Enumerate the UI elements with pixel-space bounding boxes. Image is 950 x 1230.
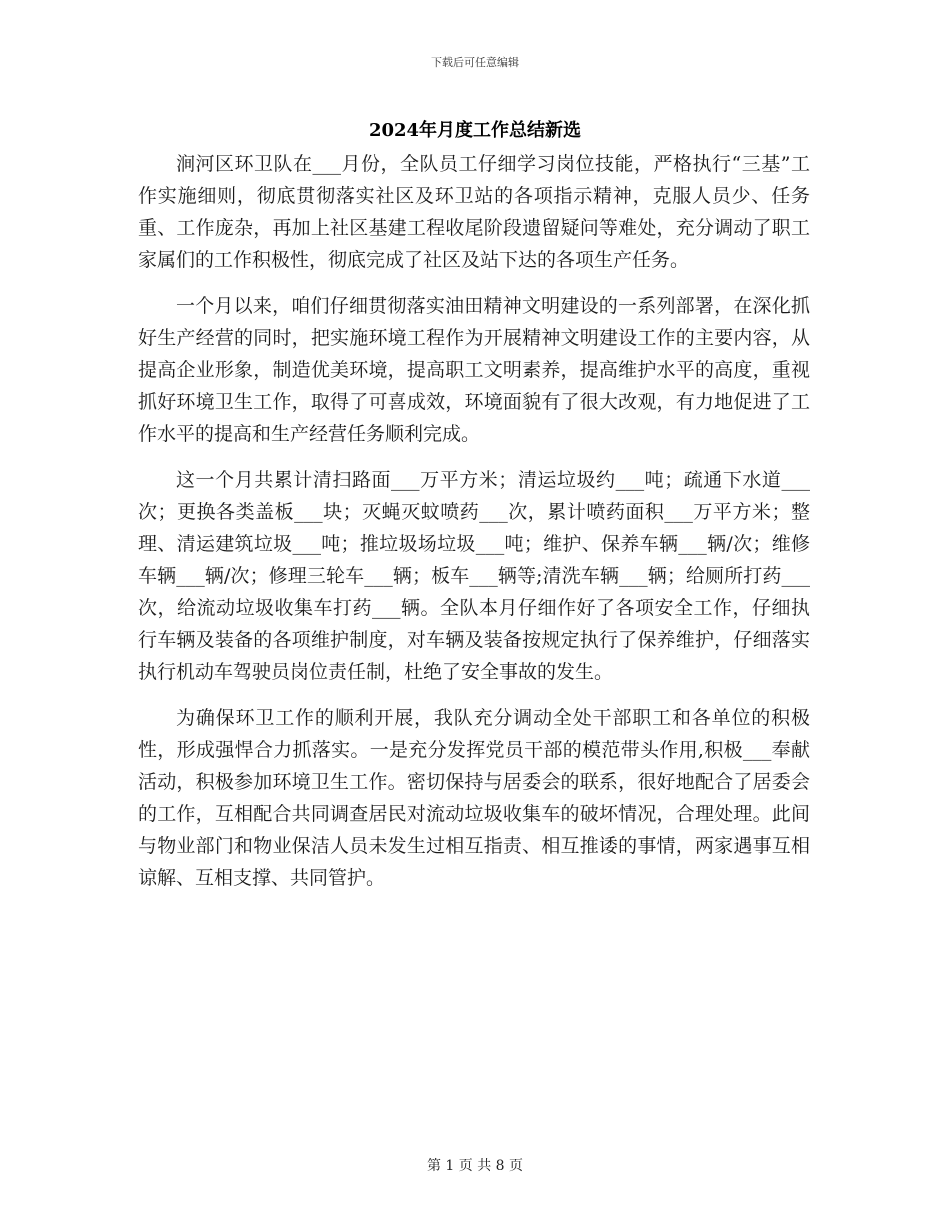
paragraph-achievements: 一个月以来，咱们仔细贯彻落实油田精神文明建设的一系列部署，在深化抓好生产经营的同时，把实施环境工程作为开展精神文明建设工作的主要内容，从提高企业形象，制造优美环境，提高职工文明素养，提高维护水平的高度，重视抓好环境卫生工作，取得了可喜成效，环境面貌有了很大改观，有力地促进了工作水平的提高和生产经营任务顺利完成。 bbox=[138, 295, 810, 445]
paragraph-workload-statistics: 这一个月共累计清扫路面___万平方米；清运垃圾约___吨；疏通下水道___次；更换各类盖板___块；灭蝇灭蚊喷药___次，累计喷药面积___万平方米；整理、清运建筑垃圾___吨；推垃圾场垃圾___吨；维护、保养车辆___辆/次；维修车辆___辆/次；修理三轮车___辆；板车___辆等;清洗车辆___辆；给厕所打药___次，给流动垃圾收集车打药___辆。全队本月仔细作好了各项安全工作，仔细执行车辆及装备的各项维护制度，对车辆及装备按规定执行了保养维护，仔细落实执行机动车驾驶员岗位责任制，杜绝了安全事故的发生。 bbox=[138, 469, 810, 683]
paragraph-cooperation: 为确保环卫工作的顺利开展，我队充分调动全处干部职工和各单位的积极性，形成强悍合力抓落实。一是充分发挥党员干部的模范带头作用,积极___奉献活动，积极参加环境卫生工作。密切保持与居委会的联系，很好地配合了居委会的工作，互相配合共同调查居民对流动垃圾收集车的破坏情况，合理处理。此间与物业部门和物业保洁人员未发生过相互指责、相互推诿的事情，两家遇事互相谅解、互相支撑、共同管护。 bbox=[138, 707, 810, 889]
page-number-footer: 第 1 页 共 8 页 bbox=[426, 1158, 524, 1174]
paragraph-intro: 涧河区环卫队在___月份，全队员工仔细学习岗位技能，严格执行“三基”工作实施细则，彻底贯彻落实社区及环卫站的各项指示精神，克服人员少、任务重、工作庞杂，再加上社区基建工程收尾阶段遗留疑问等难处，充分调动了职工家属们的工作积极性，彻底完成了社区及站下达的各项生产任务。 bbox=[138, 153, 810, 271]
page-header-note: 下载后可任意编辑 bbox=[431, 56, 519, 69]
document-body bbox=[138, 148, 810, 908]
document-title: 2024年月度工作总结新选 bbox=[368, 120, 582, 141]
